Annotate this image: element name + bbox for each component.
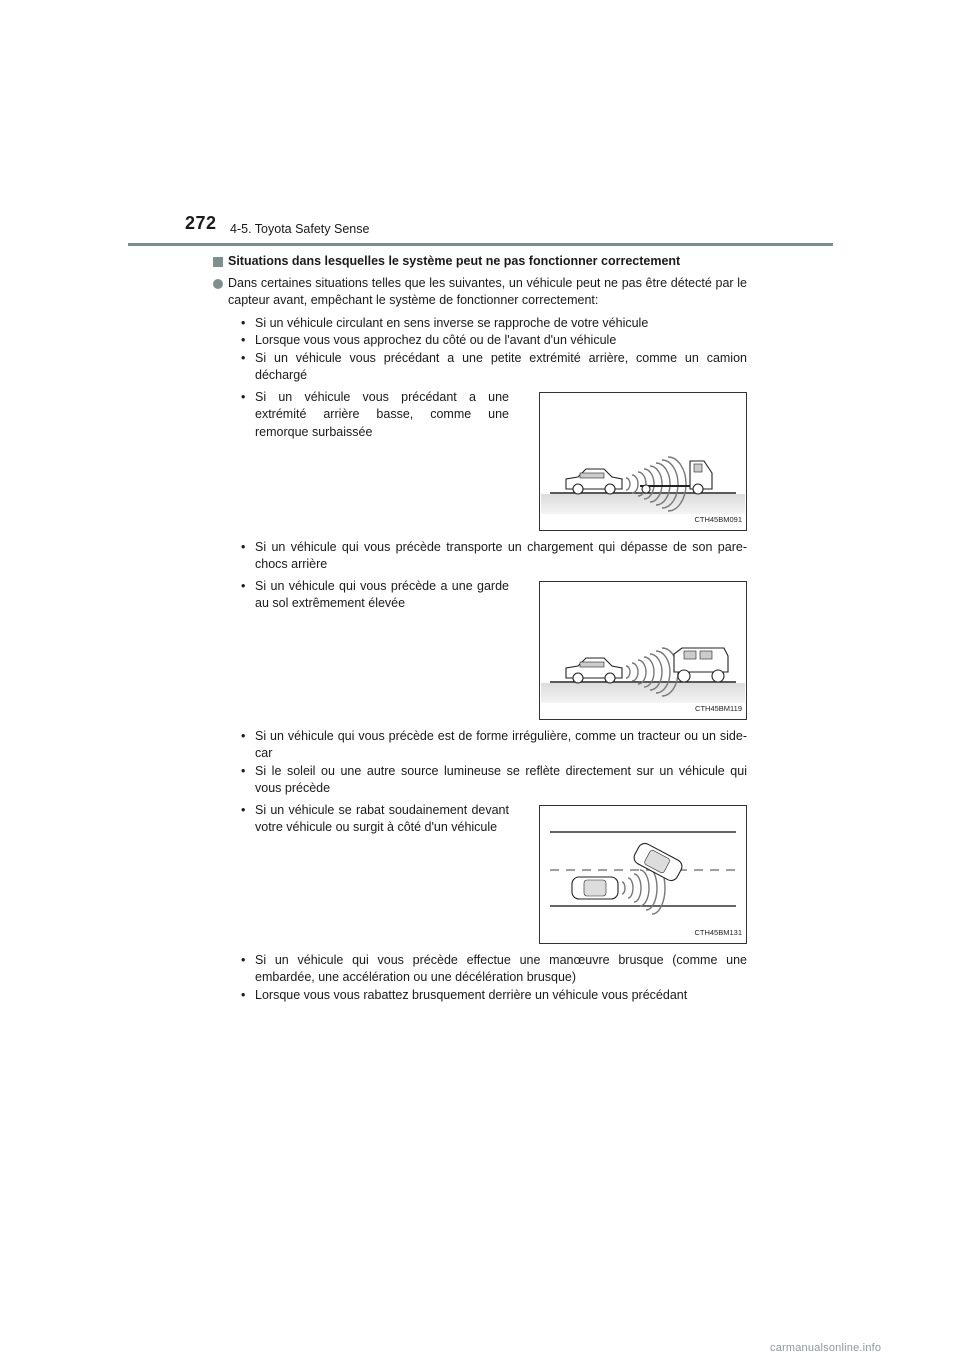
list-item: • Si un véhicule qui vous précède effectue une manœuvre brusque (comme une embardée, une accélération ou une décélération brusque)	[241, 952, 747, 984]
figure-cut-in	[539, 805, 747, 944]
figure-code: CTH45BM131	[694, 928, 742, 937]
list-item: • Si un véhicule se rabat soudainement devant votre véhicule ou surgit à côté d'un véhicule	[241, 802, 509, 834]
low-trailer-illustration	[540, 393, 746, 530]
figure-high-clearance	[539, 581, 747, 720]
figure-row-3	[212, 802, 747, 944]
figure-code: CTH45BM091	[694, 515, 742, 524]
figure-row-1	[212, 389, 747, 531]
figure-row-2	[212, 578, 747, 720]
list-item: • Si un véhicule circulant en sens inverse se rapproche de votre véhicule	[241, 315, 649, 330]
car-icon	[566, 658, 622, 683]
list-item: • Si un véhicule qui vous précède est de forme irrégulière, comme un tracteur ou un side-car	[241, 728, 747, 760]
section-title: 4-5. Toyota Safety Sense	[230, 222, 370, 236]
square-bullet-icon	[213, 257, 223, 267]
list-item: • Si un véhicule qui vous précède a une garde au sol extrêmement élevée	[241, 578, 509, 610]
suv-icon	[674, 648, 728, 682]
car-top-view-icon	[572, 877, 618, 899]
list-item: • Si un véhicule qui vous précède transporte un chargement qui dépasse de son pare-chocs arrière	[241, 539, 747, 571]
list-item: • Si un véhicule vous précédant a une extrémité arrière basse, comme une remorque surbaissée	[241, 389, 509, 439]
intro-text: Dans certaines situations telles que les suivantes, un véhicule peut ne pas être détecté par le capteur avant, empêchant le système de fonctionner correctement:	[228, 275, 747, 307]
list-item: • Lorsque vous vous approchez du côté ou de l'avant d'un véhicule	[241, 333, 617, 347]
cut-in-illustration	[540, 806, 746, 943]
intro-paragraph	[212, 275, 747, 310]
list-item: • Lorsque vous vous rabattez brusquement derrière un véhicule vous précédant	[241, 987, 688, 1002]
high-clearance-illustration	[540, 582, 746, 719]
heading	[212, 253, 747, 271]
heading-text: Situations dans lesquelles le système peut ne pas fonctionner correctement	[228, 254, 681, 268]
circle-bullet-icon	[213, 279, 223, 289]
list-item: • Si le soleil ou une autre source lumineuse se reflète directement sur un véhicule qui vous précède	[241, 763, 747, 795]
figure-low-trailer	[539, 392, 747, 531]
content	[212, 253, 747, 1004]
figure-code: CTH45BM119	[695, 704, 742, 713]
header-rule	[128, 243, 833, 246]
watermark: carmanualsonline.info	[770, 1342, 882, 1354]
car-icon	[566, 469, 622, 494]
page-number: 272	[185, 213, 217, 233]
list-item: • Si un véhicule vous précédant a une petite extrémité arrière, comme un camion déchargé	[241, 350, 747, 382]
